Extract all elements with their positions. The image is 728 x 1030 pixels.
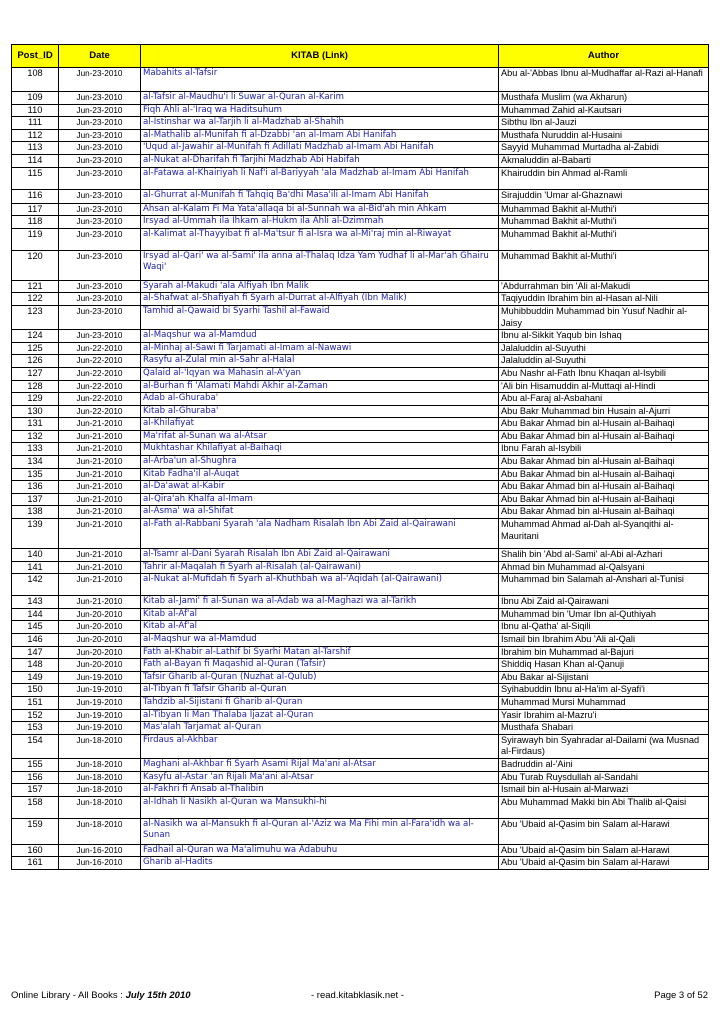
table-row	[12, 596, 709, 609]
date-cell: Jun-21-2010	[59, 561, 141, 574]
author-cell: Abu Bakar al-Sijistani	[499, 671, 709, 684]
table-row	[12, 367, 709, 380]
kitab-link[interactable]: al-Idhah li Nasikh al-Quran wa Mansukhi-hi	[141, 796, 499, 818]
table-row	[12, 355, 709, 368]
table-row	[12, 129, 709, 142]
table-row	[12, 293, 709, 306]
kitab-link[interactable]: Syarah al-Makudi 'ala Alfiyah Ibn Malik	[141, 280, 499, 293]
date-cell: Jun-23-2010	[59, 305, 141, 329]
author-cell: Muhammad Zahid al-Kautsari	[499, 104, 709, 117]
author-cell: Khairuddin bin Ahmad al-Ramli	[499, 167, 709, 189]
footer-library	[11, 990, 191, 1001]
kitab-link[interactable]: Kitab al-Af'al	[141, 608, 499, 621]
post-id-cell: 126	[12, 355, 59, 368]
kitab-link[interactable]: Mas'alah Tarjamat al-Quran	[141, 722, 499, 735]
date-cell: Jun-19-2010	[59, 684, 141, 697]
author-cell: Muhammad Bakhit al-Muthi'i	[499, 228, 709, 250]
table-row	[12, 709, 709, 722]
post-id-cell: 159	[12, 818, 59, 844]
post-id-cell: 120	[12, 250, 59, 280]
kitab-link[interactable]: Kasyfu al-Astar 'an Rijali Ma'ani al-Atsar	[141, 771, 499, 784]
date-cell: Jun-23-2010	[59, 68, 141, 92]
post-id-cell: 117	[12, 203, 59, 216]
date-cell: Jun-22-2010	[59, 405, 141, 418]
kitab-link[interactable]: al-Maqshur wa al-Mamdud	[141, 330, 499, 343]
date-cell: Jun-23-2010	[59, 92, 141, 105]
author-cell: Abu Bakar Ahmad bin al-Husain al-Baihaqi	[499, 418, 709, 431]
table-row	[12, 228, 709, 250]
table-row	[12, 342, 709, 355]
table-row	[12, 758, 709, 771]
kitab-link[interactable]: al-Fakhri fi Ansab al-Thalibin	[141, 784, 499, 797]
header-author: Author	[499, 45, 709, 68]
author-cell: Abu Bakar Ahmad bin al-Husain al-Baihaqi	[499, 493, 709, 506]
kitab-link[interactable]: Irsyad al-Qari' wa al-Sami' ila anna al-Thalaq Idza Yam Yudhaf li al-Mar'ah Ghairu Waqi'	[141, 250, 499, 280]
table-row	[12, 844, 709, 857]
kitab-link[interactable]: Fadhail al-Quran wa Ma'alimuhu wa Adabuhu	[141, 844, 499, 857]
author-cell: Shalih bin 'Abd al-Sami' al-Abi al-Azhari	[499, 549, 709, 562]
author-cell: Abu 'Ubaid al-Qasim bin Salam al-Harawi	[499, 857, 709, 870]
date-cell: Jun-18-2010	[59, 784, 141, 797]
author-cell: Muhammad Bakhit al-Muthi'i	[499, 216, 709, 229]
kitab-link[interactable]: al-Maqshur wa al-Mamdud	[141, 634, 499, 647]
date-cell: Jun-19-2010	[59, 696, 141, 709]
date-cell: Jun-23-2010	[59, 216, 141, 229]
table-row	[12, 418, 709, 431]
post-id-cell: 131	[12, 418, 59, 431]
date-cell: Jun-21-2010	[59, 443, 141, 456]
date-cell: Jun-23-2010	[59, 117, 141, 130]
author-cell: Abu Bakar Ahmad bin al-Husain al-Baihaqi	[499, 468, 709, 481]
author-cell: Musthafa Nuruddin al-Husaini	[499, 129, 709, 142]
table-row	[12, 250, 709, 280]
post-id-cell: 111	[12, 117, 59, 130]
kitab-link[interactable]: Fath al-Khabir al-Lathif bi Syarhi Matan al-Tarshif	[141, 646, 499, 659]
date-cell: Jun-18-2010	[59, 818, 141, 844]
post-id-cell: 108	[12, 68, 59, 92]
table-row	[12, 468, 709, 481]
table-row	[12, 189, 709, 203]
page-footer	[11, 990, 708, 1006]
post-id-cell: 112	[12, 129, 59, 142]
table-row	[12, 280, 709, 293]
author-cell: Ibnu Abi Zaid al-Qairawani	[499, 596, 709, 609]
footer-library-label: Online Library - All Books :	[11, 990, 126, 1001]
date-cell: Jun-18-2010	[59, 734, 141, 758]
kitab-link[interactable]: Kitab al-Af'al	[141, 621, 499, 634]
kitab-link[interactable]: Tamhid al-Qawaid bi Syarhi Tashil al-Fawaid	[141, 305, 499, 329]
post-id-cell: 150	[12, 684, 59, 697]
kitab-link[interactable]: Firdaus al-Akhbar	[141, 734, 499, 758]
author-cell: Abu Bakar Ahmad bin al-Husain al-Baihaqi	[499, 506, 709, 519]
post-id-cell: 109	[12, 92, 59, 105]
post-id-cell: 123	[12, 305, 59, 329]
kitab-link[interactable]: Gharib al-Hadits	[141, 857, 499, 870]
table-row	[12, 519, 709, 549]
kitab-link[interactable]: Kitab al-Jami' fi al-Sunan wa al-Adab wa al-Maghazi wa al-Tarikh	[141, 596, 499, 609]
kitab-link[interactable]: Mabahits al-Tafsir	[141, 68, 499, 92]
kitab-link[interactable]: al-Fatawa al-Khairiyah li Naf'i al-Bariyyah 'ala Madzhab al-Imam Abi Hanifah	[141, 167, 499, 189]
kitab-link[interactable]: al-Nukat al-Mufidah fi Syarh al-Khuthbah wa al-'Aqidah (al-Qairawani)	[141, 574, 499, 596]
kitab-link[interactable]: al-Khilafiyat	[141, 418, 499, 431]
author-cell: Jalaluddin al-Suyuthi	[499, 342, 709, 355]
post-id-cell: 146	[12, 634, 59, 647]
table-row	[12, 734, 709, 758]
post-id-cell: 147	[12, 646, 59, 659]
post-id-cell: 154	[12, 734, 59, 758]
kitab-link[interactable]: Tahrir al-Maqalah fi Syarh al-Risalah (al-Qairawani)	[141, 561, 499, 574]
date-cell: Jun-22-2010	[59, 342, 141, 355]
date-cell: Jun-23-2010	[59, 280, 141, 293]
post-id-cell: 161	[12, 857, 59, 870]
kitab-link[interactable]: Qalaid al-'Iqyan wa Mahasin al-A'yan	[141, 367, 499, 380]
date-cell: Jun-19-2010	[59, 709, 141, 722]
post-id-cell: 141	[12, 561, 59, 574]
date-cell: Jun-23-2010	[59, 154, 141, 167]
date-cell: Jun-20-2010	[59, 659, 141, 672]
table-row	[12, 671, 709, 684]
author-cell: Ahmad bin Muhammad al-Qalsyani	[499, 561, 709, 574]
author-cell: Ibnu al-Sikkit Yaqub bin Ishaq	[499, 330, 709, 343]
date-cell: Jun-20-2010	[59, 621, 141, 634]
post-id-cell: 118	[12, 216, 59, 229]
date-cell: Jun-21-2010	[59, 596, 141, 609]
post-id-cell: 136	[12, 481, 59, 494]
post-id-cell: 113	[12, 142, 59, 155]
kitab-link[interactable]: Ma'rifat al-Sunan wa al-Atsar	[141, 430, 499, 443]
post-id-cell: 155	[12, 758, 59, 771]
date-cell: Jun-23-2010	[59, 293, 141, 306]
kitab-link[interactable]: 'Uqud al-Jawahir al-Munifah fi Adillati Madzhab al-Imam Abi Hanifah	[141, 142, 499, 155]
post-id-cell: 138	[12, 506, 59, 519]
table-row	[12, 117, 709, 130]
post-id-cell: 137	[12, 493, 59, 506]
post-id-cell: 135	[12, 468, 59, 481]
post-id-cell: 122	[12, 293, 59, 306]
author-cell: Abu 'Ubaid al-Qasim bin Salam al-Harawi	[499, 844, 709, 857]
author-cell: 'Ali bin Hisamuddin al-Muttaqi al-Hindi	[499, 380, 709, 393]
kitab-link[interactable]: Irsyad al-Ummah ila Ihkam al-Hukm ila Ahli al-Dzimmah	[141, 216, 499, 229]
post-id-cell: 130	[12, 405, 59, 418]
kitab-link[interactable]: Tafsir Gharib al-Quran (Nuzhat al-Qulub)	[141, 671, 499, 684]
post-id-cell: 140	[12, 549, 59, 562]
post-id-cell: 144	[12, 608, 59, 621]
author-cell: 'Abdurrahman bin 'Ali al-Makudi	[499, 280, 709, 293]
post-id-cell: 134	[12, 456, 59, 469]
post-id-cell: 124	[12, 330, 59, 343]
date-cell: Jun-23-2010	[59, 203, 141, 216]
date-cell: Jun-21-2010	[59, 456, 141, 469]
table-row	[12, 216, 709, 229]
kitab-link[interactable]: al-Ghurrat al-Munifah fi Tahqiq Ba'dhi Masa'ili al-Imam Abi Hanifah	[141, 189, 499, 203]
date-cell: Jun-22-2010	[59, 380, 141, 393]
kitab-link[interactable]: al-Qira'ah Khalfa al-Imam	[141, 493, 499, 506]
kitab-link[interactable]: Kitab Fadha'il al-Auqat	[141, 468, 499, 481]
post-id-cell: 158	[12, 796, 59, 818]
post-id-cell: 119	[12, 228, 59, 250]
kitab-link[interactable]: al-Mathalib al-Munifah fi al-Dzabbi 'an al-Imam Abi Hanifah	[141, 129, 499, 142]
date-cell: Jun-19-2010	[59, 722, 141, 735]
date-cell: Jun-21-2010	[59, 493, 141, 506]
table-row	[12, 104, 709, 117]
author-cell: Muhammad bin 'Umar Ibn al-Quthiyah	[499, 608, 709, 621]
kitab-link[interactable]: al-Tibyan fi Tafsir Gharib al-Quran	[141, 684, 499, 697]
post-id-cell: 151	[12, 696, 59, 709]
kitab-link[interactable]: al-Tibyan li Man Thalaba Ijazat al-Quran	[141, 709, 499, 722]
date-cell: Jun-21-2010	[59, 430, 141, 443]
table-row	[12, 92, 709, 105]
kitab-link[interactable]: al-Arba'un al-Shughra	[141, 456, 499, 469]
author-cell: Abu 'Ubaid al-Qasim bin Salam al-Harawi	[499, 818, 709, 844]
author-cell: Muhammad Mursi Muhammad	[499, 696, 709, 709]
date-cell: Jun-23-2010	[59, 330, 141, 343]
author-cell: Ibnu al-Qatha' al-Siqili	[499, 621, 709, 634]
table-row	[12, 393, 709, 406]
date-cell: Jun-16-2010	[59, 857, 141, 870]
kitab-link[interactable]: al-Minhaj al-Sawi fi Tarjamati al-Imam al-Nawawi	[141, 342, 499, 355]
kitab-link[interactable]: al-Asma' wa al-Shifat	[141, 506, 499, 519]
author-cell: Jalaluddin al-Suyuthi	[499, 355, 709, 368]
table-header-row	[12, 45, 709, 68]
kitab-link[interactable]: al-Kalimat al-Thayyibat fi al-Ma'tsur fi al-Isra wa al-Mi'raj min al-Riwayat	[141, 228, 499, 250]
kitab-link[interactable]: al-Shafwat al-Shafiyah fi Syarh al-Durrat al-Alfiyah (Ibn Malik)	[141, 293, 499, 306]
date-cell: Jun-23-2010	[59, 129, 141, 142]
kitab-link[interactable]: Rasyfu al-Zulal min al-Sahr al-Halal	[141, 355, 499, 368]
table-body	[12, 68, 709, 870]
post-id-cell: 142	[12, 574, 59, 596]
kitab-link[interactable]: al-Burhan fi 'Alamati Mahdi Akhir al-Zaman	[141, 380, 499, 393]
date-cell: Jun-21-2010	[59, 481, 141, 494]
table-row	[12, 68, 709, 92]
date-cell: Jun-22-2010	[59, 367, 141, 380]
post-id-cell: 157	[12, 784, 59, 797]
table-row	[12, 405, 709, 418]
kitab-link[interactable]: al-Tsamr al-Dani Syarah Risalah Ibn Abi Zaid al-Qairawani	[141, 549, 499, 562]
author-cell: Musthafa Muslim (wa Akharun)	[499, 92, 709, 105]
kitab-link[interactable]: al-Nasikh wa al-Mansukh fi al-Quran al-'Aziz wa Ma Fihi min al-Fara'idh wa al-Sunan	[141, 818, 499, 844]
kitab-link[interactable]: Ahsan al-Kalam Fi Ma Yata'allaqa bi al-Sunnah wa al-Bid'ah min Ahkam	[141, 203, 499, 216]
author-cell: Ibrahim bin Muhammad al-Bajuri	[499, 646, 709, 659]
table-row	[12, 722, 709, 735]
table-row	[12, 771, 709, 784]
table-row	[12, 646, 709, 659]
kitab-link[interactable]: Maghani al-Akhbar fi Syarh Asami Rijal Ma'ani al-Atsar	[141, 758, 499, 771]
author-cell: Abu al-Faraj al-Asbahani	[499, 393, 709, 406]
post-id-cell: 129	[12, 393, 59, 406]
author-cell: Abu Nashr al-Fath Ibnu Khaqan al-Isybili	[499, 367, 709, 380]
author-cell: Abu al-'Abbas Ibnu al-Mudhaffar al-Razi al-Hanafi	[499, 68, 709, 92]
table-row	[12, 634, 709, 647]
table-row	[12, 167, 709, 189]
post-id-cell: 116	[12, 189, 59, 203]
header-post-id: Post_ID	[12, 45, 59, 68]
table-row	[12, 506, 709, 519]
date-cell: Jun-21-2010	[59, 506, 141, 519]
author-cell: Abu Bakar Ahmad bin al-Husain al-Baihaqi	[499, 430, 709, 443]
table-row	[12, 154, 709, 167]
table-row	[12, 561, 709, 574]
footer-site: - read.kitabklasik.net -	[311, 990, 404, 1001]
author-cell: Muhammad Bakhit al-Muthi'i	[499, 250, 709, 280]
author-cell: Taqiyuddin Ibrahim bin al-Hasan al-Nili	[499, 293, 709, 306]
author-cell: Syihabuddin Ibnu al-Ha'im al-Syafi'i	[499, 684, 709, 697]
post-id-cell: 127	[12, 367, 59, 380]
kitab-link[interactable]: al-Nukat al-Dharifah fi Tarjihi Madzhab Abi Habifah	[141, 154, 499, 167]
post-id-cell: 145	[12, 621, 59, 634]
table-row	[12, 203, 709, 216]
table-row	[12, 818, 709, 844]
table-row	[12, 574, 709, 596]
date-cell: Jun-19-2010	[59, 671, 141, 684]
table-row	[12, 549, 709, 562]
author-cell: Muhammad Bakhit al-Muthi'i	[499, 203, 709, 216]
table-row	[12, 784, 709, 797]
author-cell: Shiddiq Hasan Khan al-Qanuji	[499, 659, 709, 672]
post-id-cell: 114	[12, 154, 59, 167]
date-cell: Jun-21-2010	[59, 418, 141, 431]
date-cell: Jun-18-2010	[59, 758, 141, 771]
table-row	[12, 684, 709, 697]
author-cell: Sayyid Muhammad Murtadha al-Zabidi	[499, 142, 709, 155]
author-cell: Sirajuddin 'Umar al-Ghaznawi	[499, 189, 709, 203]
table-row	[12, 305, 709, 329]
post-id-cell: 133	[12, 443, 59, 456]
post-id-cell: 128	[12, 380, 59, 393]
date-cell: Jun-23-2010	[59, 250, 141, 280]
post-id-cell: 139	[12, 519, 59, 549]
author-cell: Abu Bakar Ahmad bin al-Husain al-Baihaqi	[499, 481, 709, 494]
date-cell: Jun-21-2010	[59, 549, 141, 562]
author-cell: Muhammad bin Salamah al-Anshari al-Tunisi	[499, 574, 709, 596]
author-cell: Ibnu Farah al-Isybili	[499, 443, 709, 456]
author-cell: Yasir Ibrahim al-Mazru'i	[499, 709, 709, 722]
date-cell: Jun-23-2010	[59, 142, 141, 155]
author-cell: Syirawayh bin Syahradar al-Dailami (wa Musnad al-Firdaus)	[499, 734, 709, 758]
author-cell: Muhibbuddin Muhammad bin Yusuf Nadhir al-Jaisy	[499, 305, 709, 329]
date-cell: Jun-20-2010	[59, 646, 141, 659]
table-row	[12, 330, 709, 343]
author-cell: Musthafa Shabari	[499, 722, 709, 735]
table-row	[12, 608, 709, 621]
author-cell: Abu Bakar Ahmad bin al-Husain al-Baihaqi	[499, 456, 709, 469]
post-id-cell: 156	[12, 771, 59, 784]
table-row	[12, 796, 709, 818]
date-cell: Jun-23-2010	[59, 104, 141, 117]
footer-date: July 15th 2010	[125, 990, 191, 1001]
post-id-cell: 160	[12, 844, 59, 857]
post-id-cell: 121	[12, 280, 59, 293]
post-id-cell: 132	[12, 430, 59, 443]
table-row	[12, 493, 709, 506]
table-row	[12, 481, 709, 494]
post-id-cell: 148	[12, 659, 59, 672]
footer-page-number: Page 3 of 52	[654, 990, 708, 1001]
post-id-cell: 143	[12, 596, 59, 609]
author-cell: Abu Turab Ruysdullah al-Sandahi	[499, 771, 709, 784]
kitab-link[interactable]: al-Tafsir al-Maudhu'i li Suwar al-Quran al-Karim	[141, 92, 499, 105]
post-id-cell: 115	[12, 167, 59, 189]
date-cell: Jun-23-2010	[59, 189, 141, 203]
table-row	[12, 456, 709, 469]
post-id-cell: 152	[12, 709, 59, 722]
date-cell: Jun-21-2010	[59, 574, 141, 596]
post-id-cell: 149	[12, 671, 59, 684]
table-row	[12, 380, 709, 393]
author-cell: Ismail bin Ibrahim Abu 'Ali al-Qali	[499, 634, 709, 647]
kitab-link[interactable]: al-Da'awat al-Kabir	[141, 481, 499, 494]
author-cell: Abu Muhammad Makki bin Abi Thalib al-Qaisi	[499, 796, 709, 818]
date-cell: Jun-18-2010	[59, 796, 141, 818]
date-cell: Jun-21-2010	[59, 468, 141, 481]
table-row	[12, 857, 709, 870]
kitab-link[interactable]: Adab al-Ghuraba'	[141, 393, 499, 406]
table-row	[12, 621, 709, 634]
header-date: Date	[59, 45, 141, 68]
date-cell: Jun-23-2010	[59, 167, 141, 189]
post-id-cell: 125	[12, 342, 59, 355]
date-cell: Jun-22-2010	[59, 355, 141, 368]
kitab-link[interactable]: Tahdzib al-Sijistani fi Gharib al-Quran	[141, 696, 499, 709]
author-cell: Ismail bin al-Husain al-Marwazi	[499, 784, 709, 797]
author-cell: Muhammad Ahmad al-Dah al-Syanqithi al-Mauritani	[499, 519, 709, 549]
kitab-link[interactable]: al-Istinshar wa al-Tarjih li al-Madzhab al-Shahih	[141, 117, 499, 130]
kitab-link[interactable]: Fath al-Bayan fi Maqashid al-Quran (Tafsir)	[141, 659, 499, 672]
kitab-link[interactable]: Fiqh Ahli al-'Iraq wa Haditsuhum	[141, 104, 499, 117]
date-cell: Jun-18-2010	[59, 771, 141, 784]
kitab-link[interactable]: al-Fath al-Rabbani Syarah 'ala Nadham Risalah Ibn Abi Zaid al-Qairawani	[141, 519, 499, 549]
table-row	[12, 142, 709, 155]
table-row	[12, 659, 709, 672]
author-cell: Akmaluddin al-Babarti	[499, 154, 709, 167]
kitab-table	[11, 44, 709, 870]
table-row	[12, 430, 709, 443]
table-row	[12, 443, 709, 456]
date-cell: Jun-22-2010	[59, 393, 141, 406]
date-cell: Jun-20-2010	[59, 634, 141, 647]
date-cell: Jun-21-2010	[59, 519, 141, 549]
header-kitab: KITAB (Link)	[141, 45, 499, 68]
author-cell: Abu Bakr Muhammad bin Husain al-Ajurri	[499, 405, 709, 418]
table-row	[12, 696, 709, 709]
kitab-link[interactable]: Mukhtashar Khilafiyat al-Baihaqi	[141, 443, 499, 456]
post-id-cell: 110	[12, 104, 59, 117]
kitab-link[interactable]: Kitab al-Ghuraba'	[141, 405, 499, 418]
date-cell: Jun-20-2010	[59, 608, 141, 621]
date-cell: Jun-23-2010	[59, 228, 141, 250]
author-cell: Sibthu Ibn al-Jauzi	[499, 117, 709, 130]
post-id-cell: 153	[12, 722, 59, 735]
date-cell: Jun-16-2010	[59, 844, 141, 857]
author-cell: Badruddin al-'Aini	[499, 758, 709, 771]
